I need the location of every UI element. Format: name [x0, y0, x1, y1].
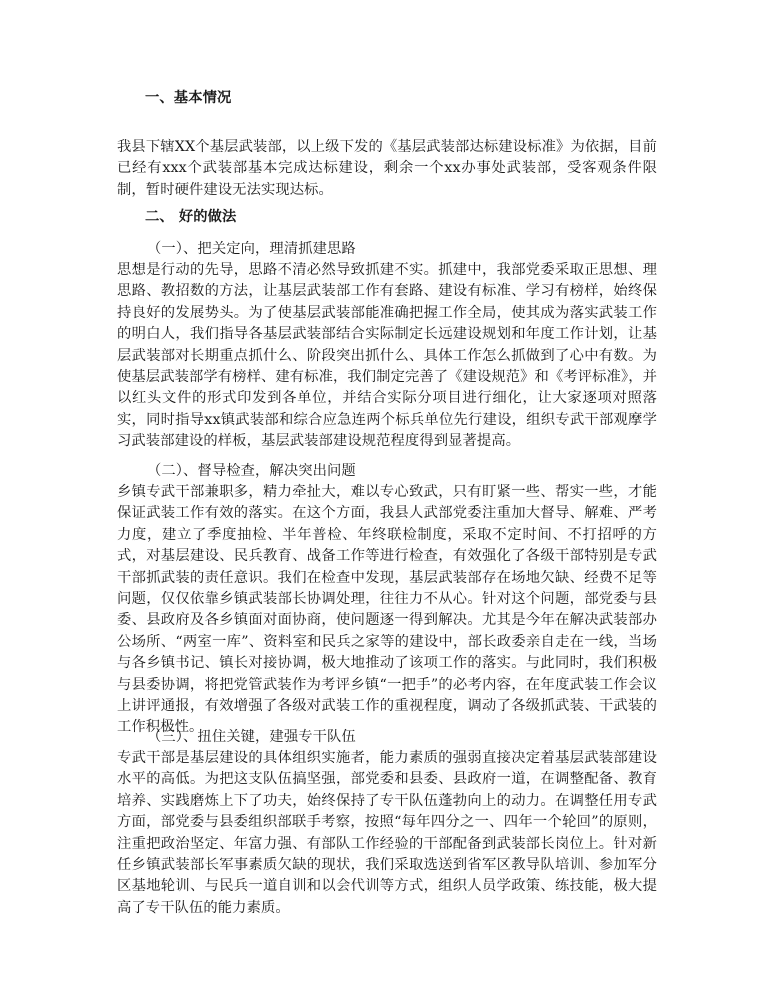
heading-good-practices: 二、 好的做法	[145, 209, 237, 225]
subheading-2: （二）、督导检查，解决突出问题	[147, 463, 356, 479]
paragraph-3: 专武干部是基层建设的具体组织实施者，能力素质的强弱直接决定着基层武装部建设水平的高低。为把这支队伍搞坚强，部党委和县委、县政府一道，在调整配备、教育培养、实践磨炼上下了功夫，始终保持了专干队伍蓬勃向上的动力。在调整任用专武方面，部党委与县委组织部联手考察，按照“每年四分之一、四年一个轮回”的原则，注重把政治坚定、年富力强、有部队工作经验的干部配备到武装部长岗位上。针对新任乡镇武装部长军事素质欠缺的现状，我们采取选送到省军区教导队培训、参加军分区基地轮训、与民兵一道自训和以会代训等方式，组织人员学政策、练技能，极大提高了专干队伍的能力素质。	[117, 750, 657, 916]
subheading-3: （三）、扭住关键，建强专干队伍	[147, 729, 356, 745]
subheading-1: （一）、把关定向，理清抓建思路	[147, 241, 356, 257]
paragraph-1: 思想是行动的先导，思路不清必然导致抓建不实。抓建中，我部党委采取正思想、理思路、教招数的方法，让基层武装部工作有套路、建设有标准、学习有榜样，始终保持良好的发展势头。为了使基层武装部能准确把握工作全局，使其成为落实武装工作的明白人，我们指导各基层武装部结合实际制定长远建设规划和年度工作计划，让基层武装部对长期重点抓什么、阶段突出抓什么、具体工作怎么抓做到了心中有数。为使基层武装部学有榜样、建有标准，我们制定完善了《建设规范》和《考评标准》，并以红头文件的形式印发到各单位，并结合实际分项目进行细化，让大家逐项对照落实，同时指导xx镇武装部和综合应急连两个标兵单位先行建设，组织专武干部观摩学习武装部建设的样板，基层武装部建设规范程度得到显著提高。	[117, 262, 657, 450]
paragraph-basic-situation: 我县下辖XX个基层武装部，以上级下发的《基层武装部达标建设标准》为依据，目前已经有xxx个武装部基本完成达标建设，剩余一个xx办事处武装部，受客观条件限制，暂时硬件建设无法实现达标。	[117, 139, 657, 198]
paragraph-2: 乡镇专武干部兼职多，精力牵扯大，难以专心致武，只有盯紧一些、帮实一些，才能保证武装工作有效的落实。在这个方面，我县人武部党委注重加大督导、解难、严考力度，建立了季度抽检、半年普检、年终联检制度，采取不定时间、不打招呼的方式，对基层建设、民兵教育、战备工作等进行检查，有效强化了各级干部特别是专武干部抓武装的责任意识。我们在检查中发现，基层武装部存在场地欠缺、经费不足等问题，仅仅依靠乡镇武装部长协调处理，往往力不从心。针对这个问题，部党委与县委、县政府及各乡镇面对面协商，使问题逐一得到解决。尤其是今年在解决武装部办公场所、“两室一库”、资料室和民兵之家等的建设中，部长政委亲自走在一线，当场与各乡镇书记、镇长对接协调，极大地推动了该项工作的落实。与此同时，我们积极与县委协调，将把党管武装作为考评乡镇“一把手”的必考内容，在年度武装工作会议上讲评通报，有效增强了各级对武装工作的重视程度，调动了各级抓武装、干武装的工作积极性。	[117, 484, 657, 736]
heading-basic-situation: 一、基本情况	[145, 90, 232, 106]
